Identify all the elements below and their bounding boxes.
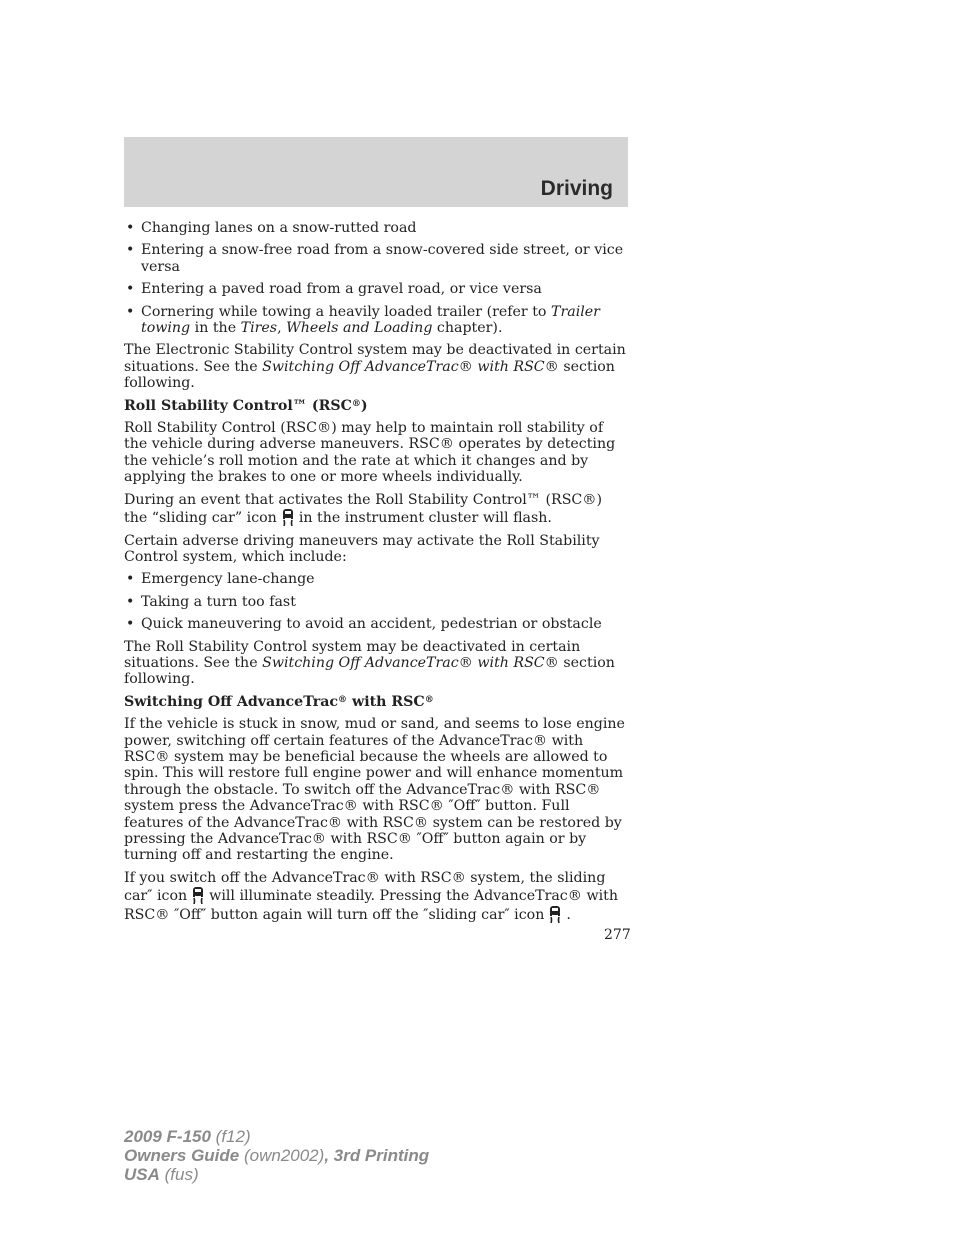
list-item: • Cornering while towing a heavily loaded trailer (refer to Trailer towing in the Tires, Wheels and Loading chapter).	[124, 304, 629, 337]
list-item: • Entering a paved road from a gravel road, or vice versa	[124, 281, 629, 297]
section-title: Driving	[540, 177, 613, 200]
trailer-towing-ref: Trailer towing	[141, 303, 600, 337]
maneuvers-list	[124, 571, 629, 632]
sliding-car-icon	[548, 905, 562, 923]
footer-line-region: USA (fus)	[124, 1165, 199, 1184]
list-item: • Entering a snow-free road from a snow-covered side street, or vice versa	[124, 242, 629, 275]
rsc-event-paragraph: During an event that activates the Roll Stability Control™ (RSC®) the “sliding car” icon in the instrument cluster will flash.	[124, 491, 602, 527]
sliding-car-icon	[191, 886, 205, 904]
footer-line-guide: Owners Guide (own2002), 3rd Printing	[124, 1146, 430, 1165]
section-header-band	[124, 137, 628, 207]
chapter-ref: Wheels and Loading	[286, 320, 433, 337]
rsc-heading: Roll Stability Control™ (RSC®)	[124, 397, 368, 414]
list-item: • Taking a turn too fast	[124, 594, 629, 610]
stuck-vehicle-paragraph: If the vehicle is stuck in snow, mud or sand, and seems to lose engine power, switching off certain features of the AdvanceTrac® with RSC® system may be beneficial because the wheels are allowed to spin. This will restore full engine power and will enhance momentum through the obstacle. To switch off the AdvanceTrac® with RSC® system press the AdvanceTrac® with RSC® ″Off″ button. Full features of the AdvanceTrac® with RSC® system can be restored by pressing the AdvanceTrac® with RSC® ″Off″ button again or by turning off and restarting the engine.	[124, 716, 625, 864]
page-content	[124, 220, 629, 929]
list-item: • Emergency lane-change	[124, 571, 629, 587]
list-item: • Changing lanes on a snow-rutted road	[124, 220, 629, 236]
esc-deactivation-paragraph: The Electronic Stability Control system may be deactivated in certain situations. See the Switching Off AdvanceTrac® with RSC® section following.	[124, 342, 626, 392]
section-ref: Switching Off AdvanceTrac® with RSC®	[262, 358, 559, 375]
sliding-car-icon	[281, 508, 295, 526]
switch-off-paragraph: If you switch off the AdvanceTrac® with RSC® system, the sliding car″ icon will illuminate steadily. Pressing the AdvanceTrac® with RSC® ″Off″ button again will turn off the ″sliding car″ icon .	[124, 869, 618, 923]
rsc-intro-paragraph: Roll Stability Control (RSC®) may help to maintain roll stability of the vehicle during adverse maneuvers. RSC® operates by detecting the vehicle’s roll motion and the rate at which it changes and by applying the brakes to one or more wheels individually.	[124, 420, 616, 486]
document-footer	[124, 1127, 429, 1184]
maneuvers-paragraph: Certain adverse driving maneuvers may activate the Roll Stability Control system, which include:	[124, 532, 600, 565]
conditions-list	[124, 220, 629, 336]
list-item: • Quick maneuvering to avoid an accident, pedestrian or obstacle	[124, 616, 629, 632]
section-ref: Switching Off AdvanceTrac® with RSC®	[262, 654, 559, 671]
rsc-deactivation-paragraph: The Roll Stability Control system may be deactivated in certain situations. See the Switching Off AdvanceTrac® with RSC® section following.	[124, 638, 615, 688]
footer-line-model: 2009 F-150 (f12)	[124, 1127, 251, 1146]
switch-off-heading: Switching Off AdvanceTrac® with RSC®	[124, 693, 434, 710]
page-number: 277	[604, 927, 631, 943]
